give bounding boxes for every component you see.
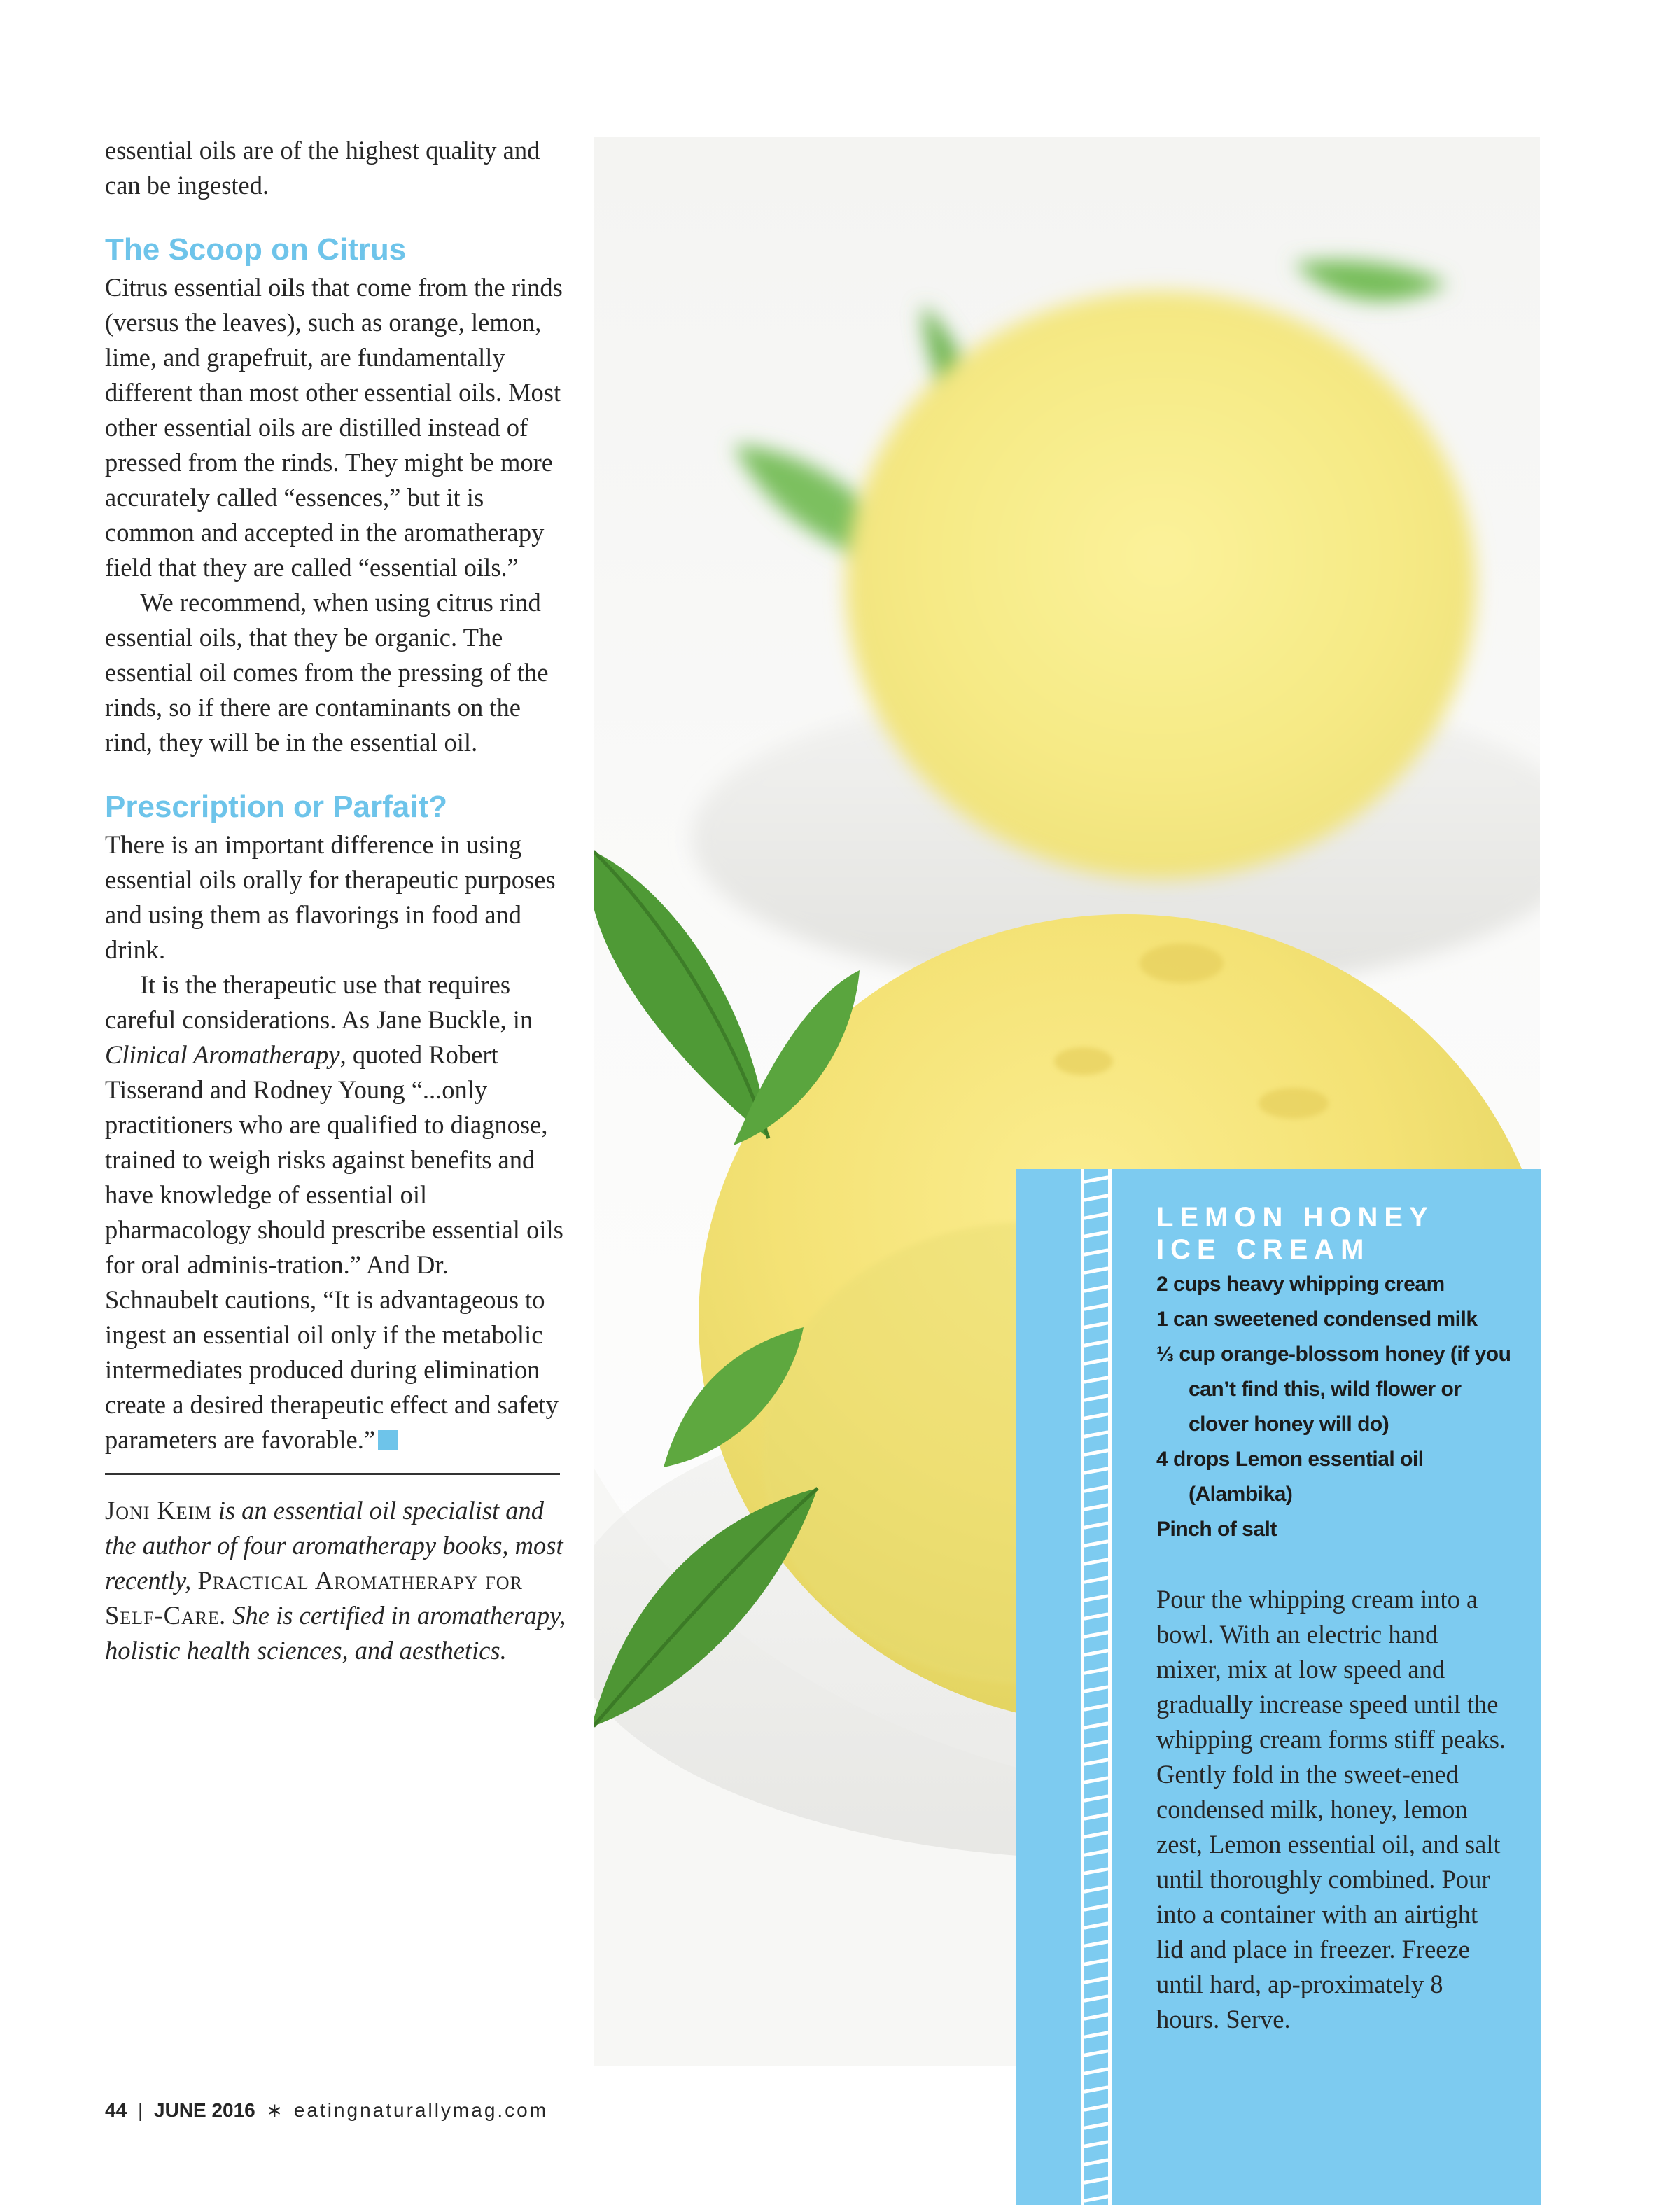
prescription-paragraph-2 — [105, 967, 567, 1457]
citrus-paragraph-2: We recommend, when using citrus rind essential oils, that they be organic. The essential oil comes from the pressing of the rinds, so if there are contaminants on the rind, they will be in the essential oil. — [105, 588, 549, 757]
stripe-tick — [1085, 2051, 1107, 2055]
stripe-tick — [1085, 1669, 1107, 1673]
section-heading-prescription: Prescription or Parfait? — [105, 790, 448, 824]
author-name: Joni Keim — [105, 1496, 212, 1525]
end-mark-icon — [378, 1430, 398, 1450]
stripe-tick — [1085, 1523, 1107, 1527]
citrus-paragraph-1: Citrus essential oils that come from the rinds (versus the leaves), such as orange, lemon, lime, and grapefruit, are fundamentally different than most other essential oils. Most other essential oils are distilled instead of pressed from the rinds. They might be more accurately called “essences,” but it is common and accepted in the aromatherapy field that they are called “essential oils.” — [105, 273, 563, 582]
recipe-title-line-1: LEMON HONEY — [1156, 1202, 1434, 1233]
ingredient-item: Pinch of salt — [1156, 1518, 1277, 1541]
stripe-tick — [1085, 1232, 1107, 1236]
stripe-tick — [1085, 1869, 1107, 1873]
stripe-tick — [1085, 1541, 1107, 1546]
stripe-tick — [1085, 1578, 1107, 1582]
stripe-tick — [1085, 1505, 1107, 1509]
stripe-tick — [1085, 2160, 1107, 2164]
stripe-tick — [1085, 2106, 1107, 2110]
stripe-tick — [1085, 1378, 1107, 1382]
stripe-tick — [1085, 1851, 1107, 1855]
stripe-tick — [1085, 1196, 1107, 1200]
stripe-tick — [1085, 1487, 1107, 1491]
stripe-tick — [1085, 2087, 1107, 2092]
stripe-tick — [1085, 2033, 1107, 2037]
stripe-tick — [1085, 1305, 1107, 1309]
stripe-tick — [1085, 2069, 1107, 2073]
stripe-tick — [1085, 1450, 1107, 1455]
stripe-tick — [1085, 1778, 1107, 1782]
stripe-tick — [1085, 1596, 1107, 1600]
stripe-tick — [1085, 1887, 1107, 1891]
stripe-tick — [1085, 2178, 1107, 2183]
issue-date: JUNE 2016 — [154, 2099, 255, 2121]
page-number: 44 — [105, 2099, 127, 2121]
ingredient-item: 4 drops Lemon essential oil (Alambika) — [1156, 1448, 1424, 1506]
website-url: eatingnaturallymag.com — [293, 2099, 549, 2121]
article-column — [105, 133, 567, 1668]
stripe-tick — [1085, 1996, 1107, 2001]
bio-book-title: Practical Aromatherapy for Self-Care — [105, 1566, 523, 1630]
stripe-tick — [1085, 1742, 1107, 1746]
stripe-tick — [1085, 1833, 1107, 1837]
recipe-method: Pour the whipping cream into a bowl. With an electric hand mixer, mix at low speed and gradually increase speed until the whipping cream forms stiff peaks. Gently fold in the sweet-ened condensed milk, honey, lemon zest, Lemon essential oil, and salt until thoroughly combined. Pour into a container with an airtight lid and place in freezer. Freeze until hard, ap-proximately 8 hours. Serve. — [1156, 1585, 1506, 2033]
stripe-tick — [1085, 1614, 1107, 1618]
stripe-tick — [1085, 1760, 1107, 1764]
book-title: Clinical Aromatherapy — [105, 1040, 340, 1069]
stripe-tick — [1085, 1287, 1107, 1291]
stripe-tick — [1085, 1814, 1107, 1819]
stripe-tick — [1085, 1796, 1107, 1800]
paragraph-text: It is the therapeutic use that requires careful considerations. As Jane Buckle, in — [105, 970, 533, 1034]
ingredient-item: 2 cups heavy whipping cream — [1156, 1273, 1445, 1296]
stripe-tick — [1085, 1250, 1107, 1254]
ingredient-list — [1156, 1267, 1520, 1547]
intro-paragraph: essential oils are of the highest quality and can be ingested. — [105, 136, 540, 200]
stripe-tick — [1085, 1723, 1107, 1728]
stripe-tick — [1085, 1560, 1107, 1564]
bio-text: is an essential oil specialist and the author of four aromatherapy books, most recently, — [105, 1496, 564, 1595]
section-heading-citrus: The Scoop on Citrus — [105, 232, 407, 267]
recipe-box — [1016, 1169, 1541, 2205]
stripe-tick — [1085, 1323, 1107, 1327]
stripe-tick — [1085, 1960, 1107, 1964]
stripe-tick — [1085, 1268, 1107, 1273]
recipe-title — [1156, 1201, 1520, 1266]
divider — [105, 1473, 560, 1475]
ingredient-item: 1 can sweetened condensed milk — [1156, 1308, 1478, 1331]
stripe-tick — [1085, 1942, 1107, 1946]
footer-separator: | — [137, 2099, 144, 2121]
stripe-tick — [1085, 1469, 1107, 1473]
stripe-tick — [1085, 1651, 1107, 1655]
page-footer — [105, 2099, 548, 2122]
stripe-tick — [1085, 2142, 1107, 2146]
stripe-tick — [1085, 2015, 1107, 2019]
stripe-tick — [1085, 1632, 1107, 1637]
footer-bullet: ∗ — [266, 2099, 284, 2121]
stripe-tick — [1085, 1214, 1107, 1218]
recipe-title-line-2: ICE CREAM — [1156, 1234, 1371, 1265]
stripe-tick — [1085, 1359, 1107, 1364]
stripe-tick — [1085, 2197, 1107, 2201]
stripe-tick — [1085, 1924, 1107, 1928]
author-bio — [105, 1493, 567, 1668]
stripe-decoration-icon — [1078, 1169, 1114, 2205]
stripe-tick — [1085, 1396, 1107, 1400]
stripe-tick — [1085, 1341, 1107, 1345]
stripe-tick — [1085, 2124, 1107, 2128]
stripe-tick — [1085, 1414, 1107, 1418]
ingredient-item: ⅓ cup orange-blossom honey (if you can’t find this, wild flower or clover honey will do) — [1156, 1343, 1511, 1436]
paragraph-text: , quoted Robert Tisserand and Rodney Young “...only practitioners who are qualified to diagnose, trained to weigh risks against benefits and have knowledge of essential oil pharmacology should prescribe essential oils for oral adminis-tration.” And Dr. Schnaubelt cautions, “It is advantageous to ingest an essential oil only if the metabolic intermediates produced during elimination create a desired therapeutic effect and safety parameters are favorable.” — [105, 1040, 564, 1454]
bio-text: . She is certified in aromatherapy, holistic health sciences, and aesthetics. — [105, 1601, 566, 1665]
stripe-tick — [1085, 1432, 1107, 1436]
stripe-tick — [1085, 1978, 1107, 1982]
stripe-tick — [1085, 1177, 1107, 1182]
stripe-tick — [1085, 1705, 1107, 1709]
stripe-tick — [1085, 1905, 1107, 1910]
prescription-paragraph-1: There is an important difference in using essential oils orally for therapeutic purposes and using them as flavorings in food and drink. — [105, 830, 556, 964]
stripe-tick — [1085, 1687, 1107, 1691]
